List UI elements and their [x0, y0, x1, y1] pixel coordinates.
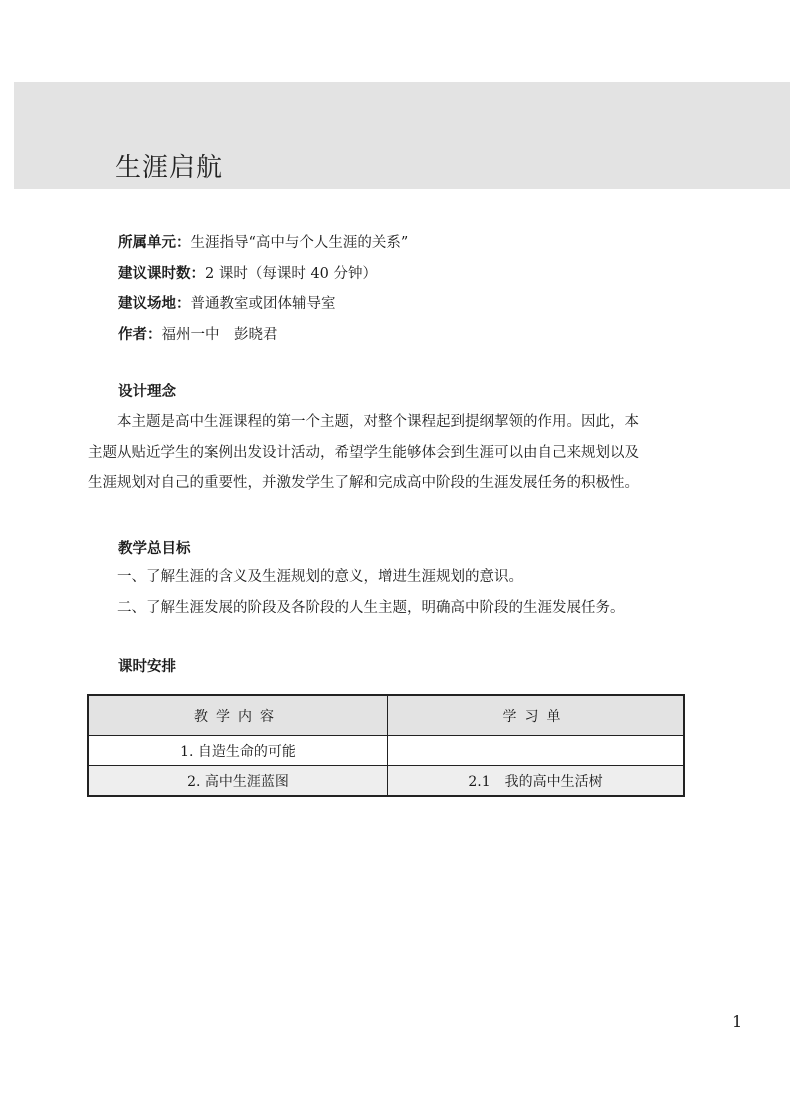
header-content: 教学内容	[88, 695, 388, 736]
design-title: 设计理念	[118, 384, 176, 400]
meta-author: 作者：福州一中 彭晓君	[118, 326, 278, 343]
schedule-table	[87, 694, 685, 797]
meta-hours: 建议课时数：2 课时（每课时 40 分钟）	[118, 265, 378, 282]
goal-item: 一、了解生涯的含义及生涯规划的意义，增进生涯规划的意识。	[117, 569, 523, 585]
meta-info	[118, 228, 408, 350]
design-paragraph	[88, 407, 700, 499]
design-line: 主题从贴近学生的案例出发设计活动，希望学生能够体会到生涯可以由自己来规划以及	[88, 444, 639, 461]
cell-worksheet: 2.1 我的高中生活树	[388, 766, 685, 797]
table-header-row	[88, 695, 684, 736]
table-row	[88, 766, 684, 797]
design-line: 生涯规划对自己的重要性，并激发学生了解和完成高中阶段的生涯发展任务的积极性。	[88, 475, 639, 491]
meta-unit: 所属单元：生涯指导“高中与个人生涯的关系”	[118, 235, 409, 251]
goals-title: 教学总目标	[118, 541, 191, 557]
cell-content: 2. 高中生涯蓝图	[88, 766, 388, 797]
schedule-title: 课时安排	[118, 659, 176, 675]
page-title: 生涯启航	[115, 153, 224, 183]
page-number: 1	[732, 1012, 743, 1031]
header-worksheet: 学习单	[388, 695, 685, 736]
table-row	[88, 736, 684, 766]
design-line: 本主题是高中生涯课程的第一个主题，对整个课程起到提纲挈领的作用。因此，本	[117, 414, 639, 430]
cell-content: 1. 自造生命的可能	[88, 736, 388, 766]
goal-item: 二、了解生涯发展的阶段及各阶段的人生主题，明确高中阶段的生涯发展任务。	[117, 599, 625, 616]
cell-worksheet	[388, 736, 685, 766]
meta-venue: 建议场地：普通教室或团体辅导室	[118, 296, 336, 312]
goals-list	[88, 562, 700, 623]
